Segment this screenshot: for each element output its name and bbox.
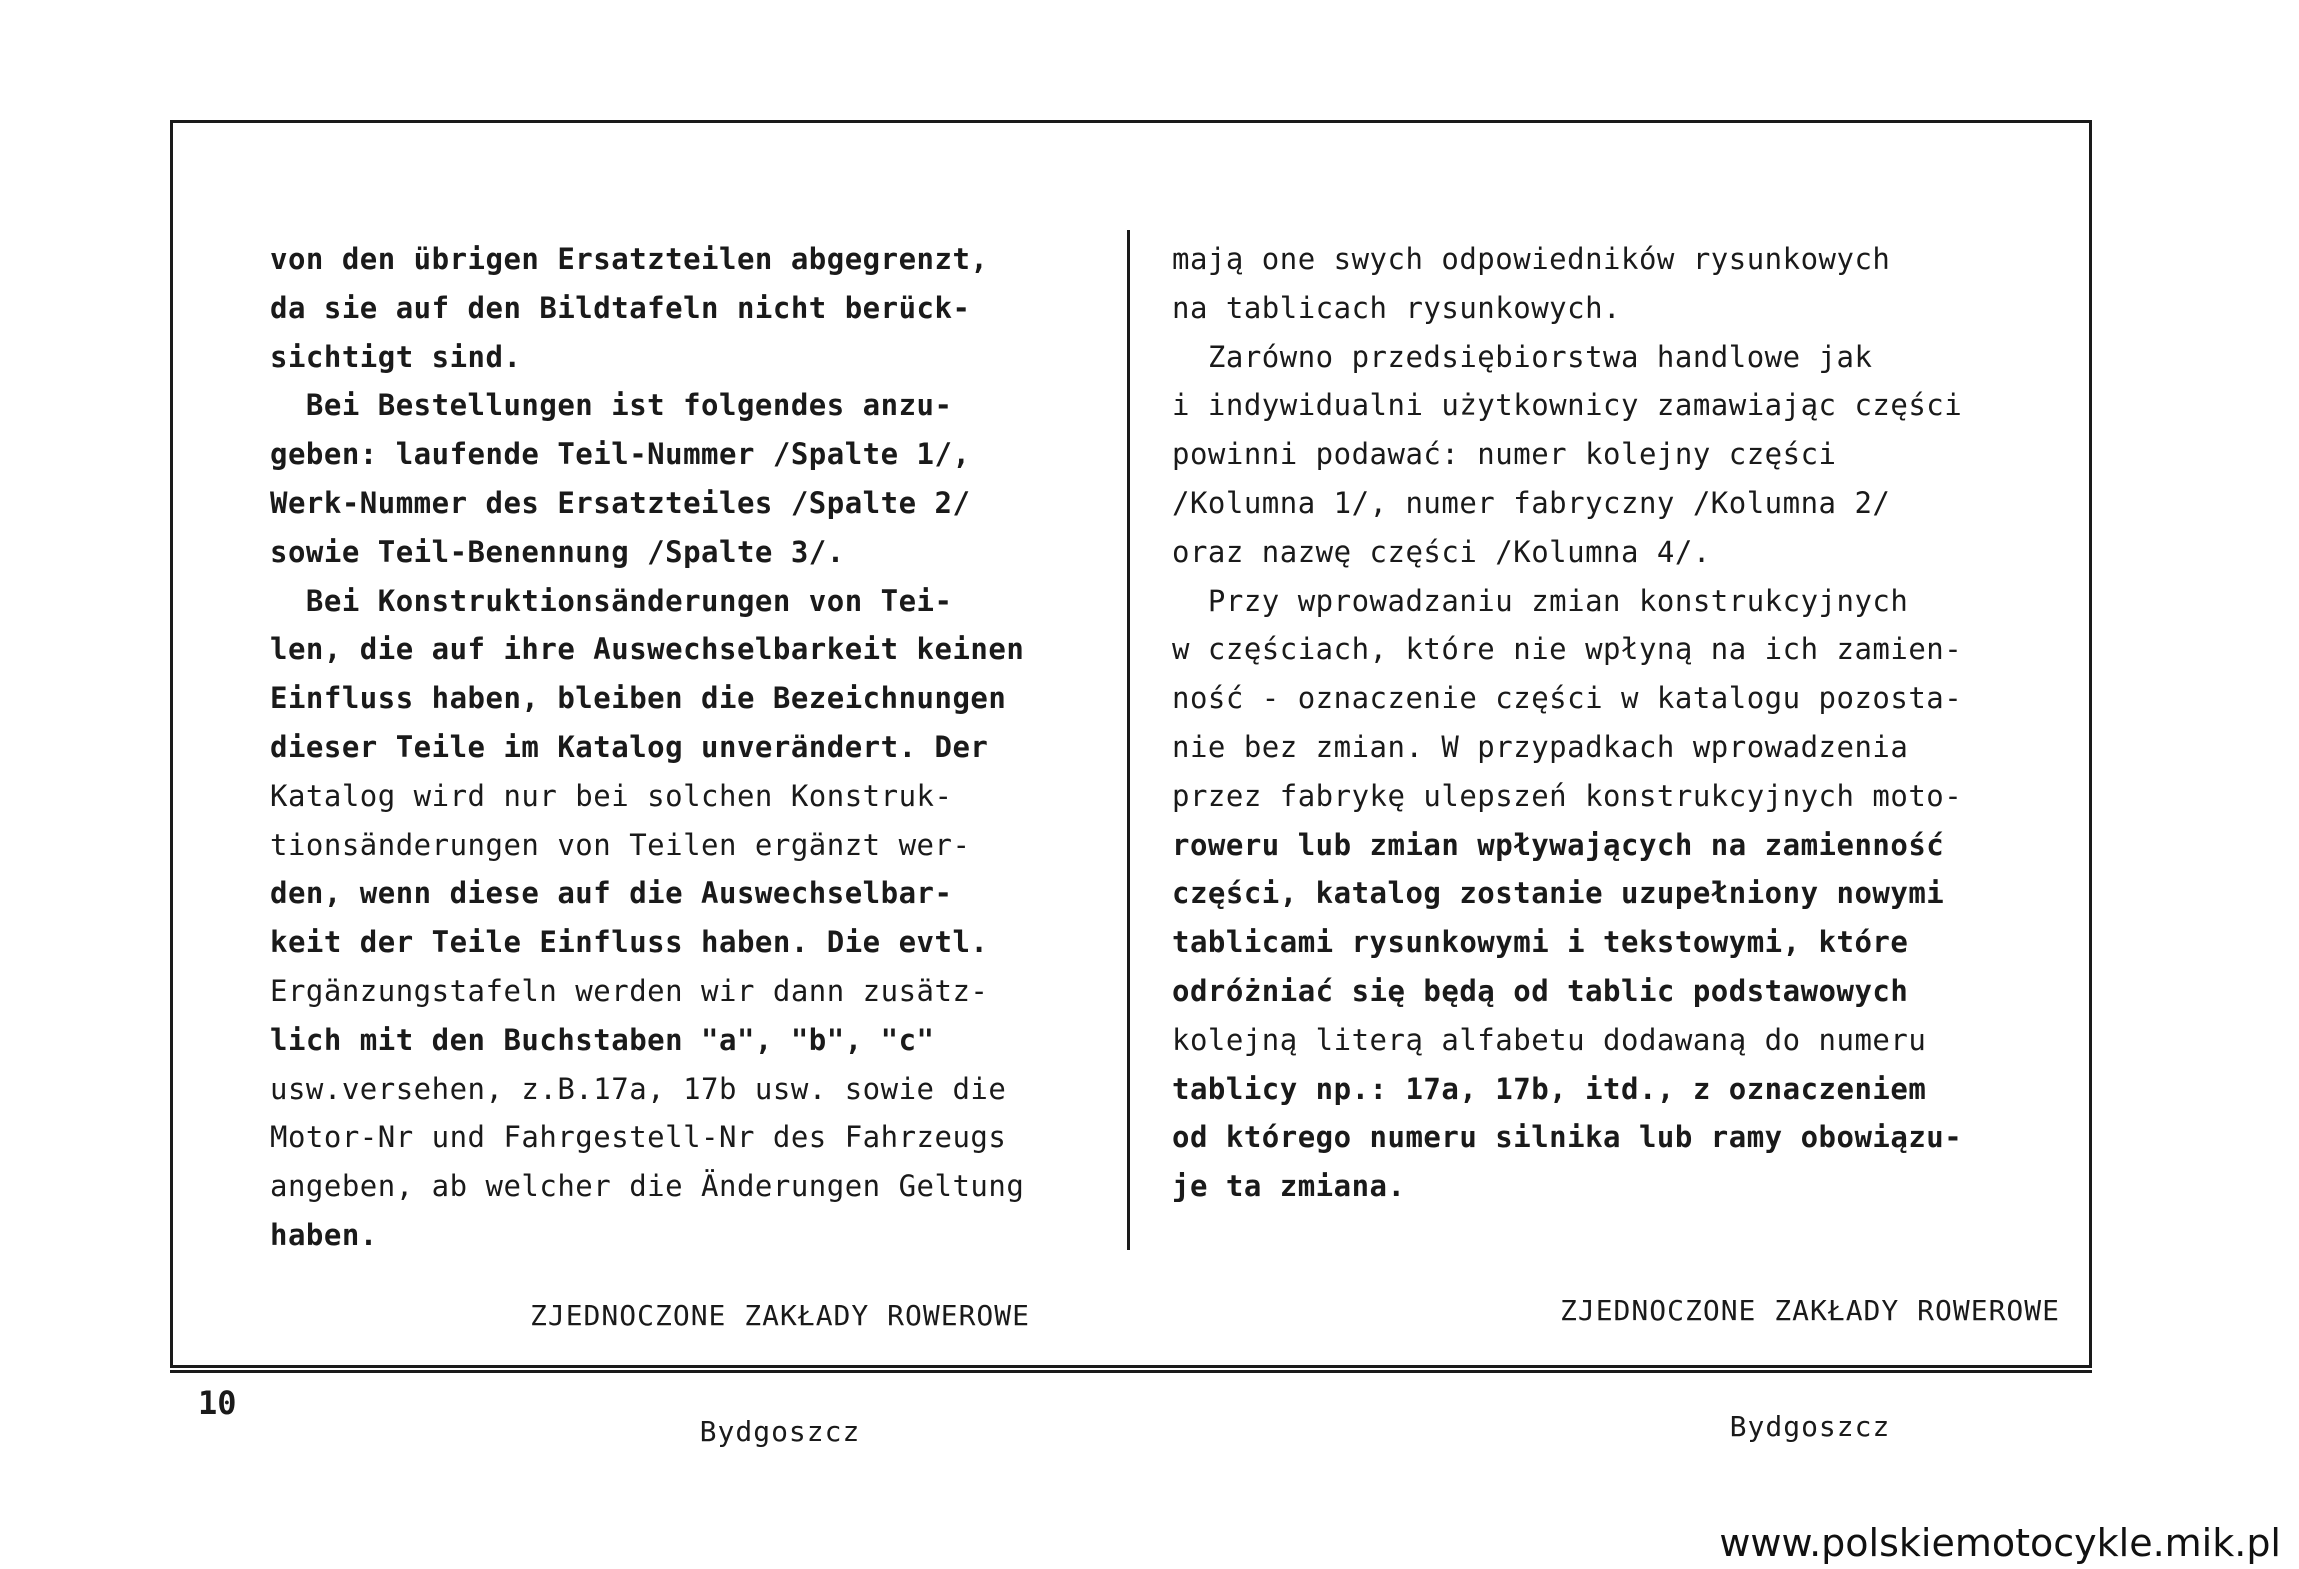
left-column-german <box>270 235 1110 1260</box>
right-signature-city: Bydgoszcz <box>1729 1410 1891 1443</box>
left-signature <box>470 1225 1090 1490</box>
text-line: geben: laufende Teil-Nummer /Spalte 1/, <box>270 437 971 472</box>
text-line: ność - oznaczenie części w katalogu pozosta- <box>1172 681 1963 716</box>
watermark-url: www.polskiemotocykle.mik.pl <box>1719 1521 2281 1565</box>
text-line: mają one swych odpowiedników rysunkowych <box>1172 242 1891 276</box>
text-line: da sie auf den Bildtafeln nicht berück- <box>270 290 971 325</box>
text-line: tionsänderungen von Teilen ergänzt wer- <box>270 827 971 862</box>
text-line: Przy wprowadzaniu zmian konstrukcyjnych <box>1172 583 1909 618</box>
text-line: Zarówno przedsiębiorstwa handlowe jak <box>1172 339 1873 374</box>
right-signature-company: ZJEDNOCZONE ZAKŁADY ROWEROWE <box>1559 1294 2060 1327</box>
text-line: tablicy np.: 17a, 17b, itd., z oznaczeniem <box>1172 1071 1927 1106</box>
right-column-polish <box>1172 235 2052 1211</box>
text-line: roweru lub zmian wpływających na zamienność <box>1172 827 1945 862</box>
text-line: na tablicach rysunkowych. <box>1172 290 1621 325</box>
text-line: Ergänzungstafeln werden wir dann zusätz- <box>270 973 989 1008</box>
left-signature-company: ZJEDNOCZONE ZAKŁADY ROWEROWE <box>529 1299 1030 1332</box>
text-line: sowie Teil-Benennung /Spalte 3/. <box>270 534 845 569</box>
text-line: den, wenn diese auf die Auswechselbar- <box>270 876 953 911</box>
text-line: /Kolumna 1/, numer fabryczny /Kolumna 2/ <box>1172 485 1891 520</box>
page-number: 10 <box>198 1384 237 1422</box>
left-signature-city: Bydgoszcz <box>699 1415 861 1448</box>
text-line: oraz nazwę części /Kolumna 4/. <box>1172 534 1711 569</box>
text-line: w częściach, które nie wpłyną na ich zamien- <box>1172 632 1963 667</box>
text-line: keit der Teile Einfluss haben. Die evtl. <box>270 925 989 960</box>
text-line: powinni podawać: numer kolejny części <box>1172 437 1837 472</box>
text-line: nie bez zmian. W przypadkach wprowadzenia <box>1172 729 1909 764</box>
text-line: Bei Bestellungen ist folgendes anzu- <box>270 388 953 423</box>
text-line: kolejną literą alfabetu dodawaną do numeru <box>1172 1022 1927 1057</box>
text-line: Katalog wird nur bei solchen Konstruk- <box>270 778 953 813</box>
text-line: sichtigt sind. <box>270 339 522 374</box>
text-line: Einfluss haben, bleiben die Bezeichnungen <box>270 681 1007 716</box>
text-line: tablicami rysunkowymi i tekstowymi, które <box>1172 925 1909 960</box>
text-line: von den übrigen Ersatzteilen abgegrenzt, <box>270 242 989 276</box>
text-line: len, die auf ihre Auswechselbarkeit keinen <box>270 632 1025 667</box>
text-line: usw.versehen, z.B.17a, 17b usw. sowie die <box>270 1071 1007 1106</box>
right-signature <box>1520 1220 2100 1485</box>
text-line: je ta zmiana. <box>1172 1169 1406 1204</box>
text-line: przez fabrykę ulepszeń konstrukcyjnych moto- <box>1172 778 1963 813</box>
text-line: części, katalog zostanie uzupełniony nowymi <box>1172 876 1945 911</box>
text-line: i indywidualni użytkownicy zamawiając części <box>1172 388 1963 423</box>
column-divider <box>1127 230 1130 1250</box>
text-line: odróżniać się będą od tablic podstawowych <box>1172 973 1909 1008</box>
text-line: od którego numeru silnika lub ramy obowiązu- <box>1172 1120 1963 1155</box>
text-line: Werk-Nummer des Ersatzteiles /Spalte 2/ <box>270 485 971 520</box>
text-line: Bei Konstruktionsänderungen von Tei- <box>270 583 953 618</box>
text-line: angeben, ab welcher die Änderungen Geltung <box>270 1169 1025 1204</box>
text-line: dieser Teile im Katalog unverändert. Der <box>270 729 989 764</box>
text-line: lich mit den Buchstaben "a", "b", "c" <box>270 1022 935 1057</box>
text-line: Motor-Nr und Fahrgestell-Nr des Fahrzeugs <box>270 1120 1007 1155</box>
text-line: haben. <box>270 1217 378 1252</box>
